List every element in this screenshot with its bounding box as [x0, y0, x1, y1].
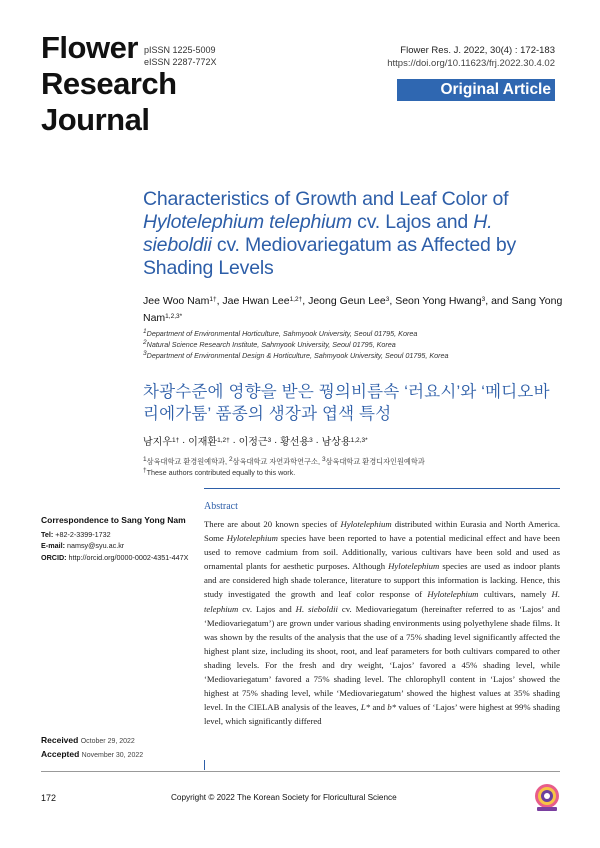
journal-name-line: Journal [41, 102, 150, 137]
affiliation-sup: 1 [143, 328, 147, 335]
article-type-badge [397, 79, 555, 101]
korean-author-sup: 1,2,3* [350, 437, 368, 444]
korean-author-name: 이재환 [188, 437, 218, 448]
korean-affil-sup: 1 [143, 456, 147, 463]
abstract-side-rule [204, 760, 205, 770]
abstract-italic: Hylotelephium [427, 589, 479, 600]
title-species: Hylotelephium telephium [143, 211, 352, 233]
korean-author-sep: · [271, 437, 281, 448]
author-sep: , [389, 295, 396, 307]
korean-author-sup: 3 [267, 437, 272, 444]
abstract-italic: Hylotelephium [340, 519, 392, 529]
correspondence-email [41, 540, 201, 552]
received-date [41, 734, 143, 748]
abstract-heading: Abstract [204, 501, 238, 512]
abstract-text: species have been reported to have a potential medicinal effect and have been used to remove cadmium from soil. Additionally, various cultivars have been sold and used as ornamental plants for aesthetic purposes. Although [204, 533, 560, 572]
abstract-italic: Hylotelephium [388, 561, 440, 572]
abstract-text: There are about 20 known species of [204, 519, 341, 529]
abstract-italic: H. telephium [204, 589, 560, 614]
article-type-label: Original Article [440, 81, 551, 98]
received-label: Received [41, 735, 79, 745]
korean-author-name: 황선용 [280, 437, 310, 448]
abstract-text: cv. Mediovariegatum (hereinafter referred to as ‘Lajos’ and ‘Mediovariegatum’) are grown under various shading environments using polyethylene shade films. It was shown by the results of the analysis that the use of a 75% shading level significantly affected the highest plant size, including its shoot, root, and leaf parameters for both cultivars compared to other shading levels. For the fresh and dry weight, ‘Lajos’ favored a 45% shading level, while ‘Mediovariegatum’ favored a 75% shading level. The chlorophyll content in ‘Lajos’ showed the highest at 75% shading level, while ‘Mediovariegatum’ showed the highest values at 35% shading level. In the CIELAB analysis of the leaves, [204, 603, 561, 713]
abstract-italic: L* [360, 702, 371, 713]
affiliation-text: Department of Environmental Design & Horticulture, Sahmyook University, Seoul 01795, Korea [146, 351, 449, 360]
author-sup: 1,2† [289, 296, 303, 303]
korean-author-name: 남지우 [143, 437, 172, 448]
tel-label: Tel: [41, 529, 54, 539]
affiliation-sup: 3 [143, 350, 147, 357]
abstract-body [204, 517, 560, 728]
eissn: eISSN 2287-772X [144, 57, 217, 67]
section-divider [204, 488, 560, 489]
korean-author-name: 남상용 [321, 437, 351, 448]
author-sup: 1† [209, 296, 217, 303]
abstract-text: distributed within Eurasia and North America. Some [204, 519, 560, 544]
abstract-text: and [370, 702, 388, 713]
orcid-link[interactable]: http://orcid.org/0000-0002-4351-447X [66, 552, 189, 562]
korean-affil-text: 삼육대학교 환경원예학과, [146, 457, 229, 466]
correspondence-orcid [41, 552, 201, 564]
author-sup: 1,2,3* [165, 313, 183, 320]
issn-block [144, 44, 217, 68]
dates-block [41, 734, 143, 762]
korean-author-list [143, 436, 563, 450]
korean-author-sep: · [229, 437, 239, 448]
abstract-italic: b* [387, 702, 397, 713]
abstract-text: species are used as indoor plants and are considered high shade tolerance, literature to support this information is lacking. Hence, this study investigated the growth and leaf color response of [204, 561, 560, 600]
affiliation-text: Natural Science Research Institute, Sahmyook University, Seoul 01795, Korea [146, 340, 396, 349]
correspondence-tel [41, 529, 201, 541]
title-text: cv. Lajos and [351, 211, 474, 233]
footer-divider [41, 771, 560, 772]
email-label: E-mail: [41, 541, 65, 550]
korean-affil-text: 삼육대학교 환경디자인원예학과 [325, 457, 425, 466]
pissn: pISSN 1225-5009 [144, 45, 216, 55]
received-value: October 29, 2022 [80, 738, 135, 745]
affiliation-sup: 2 [143, 339, 147, 346]
korean-author-sup: 3 [309, 437, 313, 444]
note-text: These authors contributed equally to this work. [146, 468, 296, 477]
correspondence-heading: Correspondence to Sang Yong Nam [41, 515, 186, 525]
korean-author-sep: · [312, 437, 322, 448]
author-sep: , and [485, 295, 512, 307]
affiliation-text: Department of Environmental Horticulture, Sahmyook University, Seoul 01795, Korea [146, 329, 418, 338]
citation-block [387, 44, 555, 70]
title-text: cv. Mediovariegatum as Affected by Shading Levels [143, 234, 517, 279]
society-logo-icon [531, 781, 563, 813]
affiliations [143, 328, 563, 361]
abstract-text: values of ‘Lajos’ were highest at 99% shading level, which significantly differed [204, 702, 560, 727]
korean-author-name: 이정근 [238, 437, 268, 448]
author-name: Jae Hwan Lee [222, 295, 290, 307]
affiliation-line [143, 339, 563, 350]
email-value[interactable]: namsy@syu.ac.kr [64, 541, 125, 550]
korean-author-sup: 1† [171, 437, 180, 444]
korean-author-sup: 1,2† [217, 437, 230, 444]
author-sep: , [302, 295, 309, 307]
author-name: Sang Yong Nam [143, 295, 563, 324]
journal-name-line: Flower [41, 30, 138, 65]
abstract-italic: H. sieboldii [295, 603, 338, 614]
korean-author-sep: · [179, 437, 189, 448]
author-name: Seon Yong Hwang [395, 295, 482, 307]
korean-affil-sup: 3 [321, 456, 326, 463]
affiliation-line [143, 350, 563, 361]
author-name: Jee Woo Nam [143, 295, 210, 307]
title-species: H. sieboldii [143, 211, 493, 256]
author-sup: 3 [385, 296, 390, 303]
accepted-date [41, 748, 143, 762]
accepted-value: November 30, 2022 [81, 752, 144, 759]
korean-affil-text: 삼육대학교 자연과학연구소, [232, 457, 322, 466]
abstract-italic: Hylotelephium [226, 533, 278, 544]
author-sup: 3 [481, 296, 486, 303]
article-title [143, 188, 563, 280]
orcid-label: ORCID: [41, 552, 67, 562]
copyright-text: Copyright © 2022 The Korean Society for Floricultural Science [171, 793, 397, 802]
equal-contribution-note [143, 467, 563, 478]
korean-affil-sup: 2 [229, 456, 233, 463]
title-text: Characteristics of Growth and Leaf Color of [143, 188, 509, 210]
author-sep: , [216, 295, 223, 307]
abstract-text: cultivars, namely [478, 589, 552, 600]
korean-affiliation-line [143, 456, 563, 467]
korean-affiliations [143, 456, 563, 478]
accepted-label: Accepted [41, 749, 80, 759]
author-list [143, 293, 563, 327]
doi-link[interactable]: https://doi.org/10.11623/frj.2022.30.4.02 [387, 58, 555, 69]
tel-value: +82-2-3399-1732 [53, 529, 111, 539]
korean-title: 차광수준에 영향을 받은 꿩의비름속 ‘러요시’와 ‘메디오바리에가툼’ 품종의 생장과 엽색 특성 [143, 383, 550, 423]
abstract-text: cv. Lajos and [238, 603, 296, 614]
page-number: 172 [41, 793, 57, 803]
note-sup: † [143, 467, 147, 474]
citation: Flower Res. J. 2022, 30(4) : 172-183 [400, 45, 555, 56]
correspondence-block [41, 515, 201, 563]
journal-name-line: Research [41, 66, 177, 101]
author-name: Jeong Geun Lee [308, 295, 386, 307]
affiliation-line [143, 328, 563, 339]
